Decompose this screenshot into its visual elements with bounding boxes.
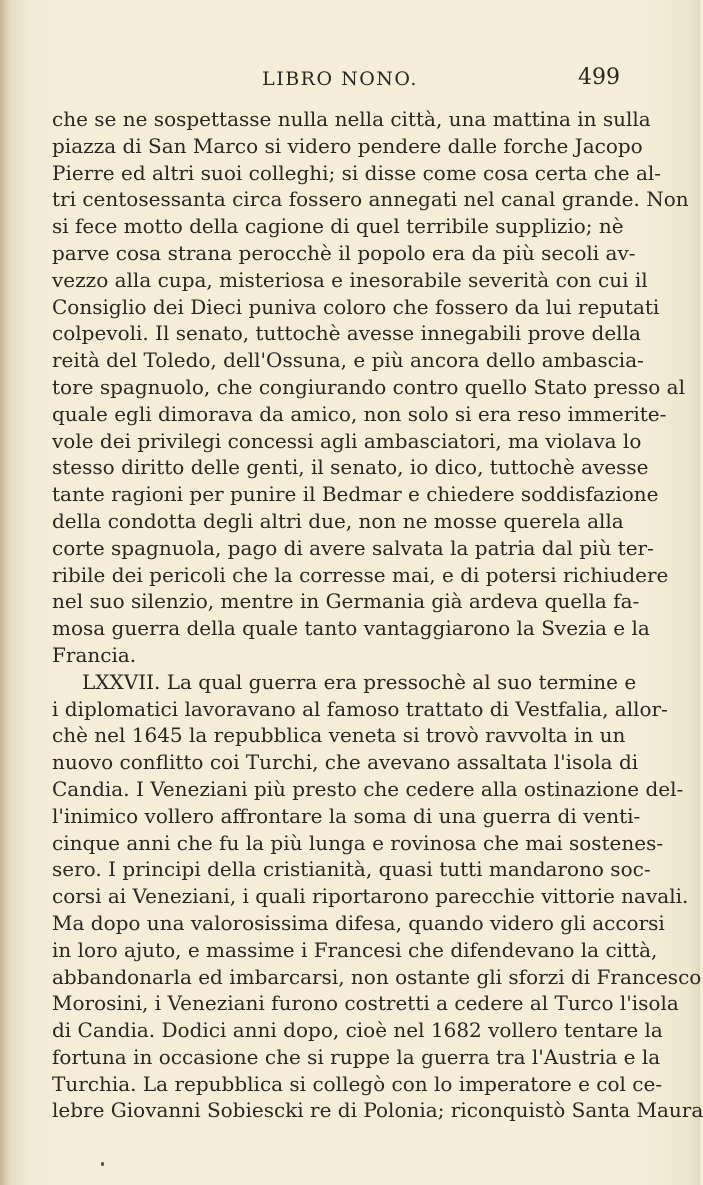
text-line: che se ne sospettasse nulla nella città, una mattina in sulla bbox=[52, 107, 651, 131]
text-line: Candia. I Veneziani più presto che cedere alla ostinazione del- bbox=[52, 776, 684, 801]
text-line: tore spagnuolo, che congiurando contro quello Stato presso al bbox=[52, 374, 685, 399]
text-line: corte spagnuola, pago di avere salvata la patria dal più ter- bbox=[52, 535, 654, 560]
body-text bbox=[52, 106, 703, 1124]
text-line: quale egli dimorava da amico, non solo si era reso immerite- bbox=[52, 401, 667, 426]
text-line: fortuna in occasione che si ruppe la guerra tra l'Austria e la bbox=[52, 1044, 661, 1069]
page-header bbox=[60, 60, 620, 96]
text-line: Consiglio dei Dieci puniva coloro che fossero da lui reputati bbox=[52, 294, 660, 319]
text-line: vezzo alla cupa, misteriosa e inesorabile severità con cui il bbox=[52, 267, 648, 292]
running-head: LIBRO NONO. bbox=[262, 68, 418, 90]
text-line: Turchia. La repubblica si collegò con lo imperatore e col ce- bbox=[52, 1071, 663, 1096]
text-line: chè nel 1645 la repubblica veneta si trovò ravvolta in un bbox=[52, 723, 626, 748]
page-number: 499 bbox=[578, 65, 620, 90]
text-line: abbandonarla ed imbarcarsi, non ostante gli sforzi di Francesco bbox=[52, 964, 702, 989]
text-line: corsi ai Veneziani, i quali riportarono parecchie vittorie navali. bbox=[52, 884, 689, 909]
text-line: mosa guerra della quale tanto vantaggiarono la Svezia e la bbox=[52, 616, 650, 641]
text-line: lebre Giovanni Sobiescki re di Polonia; riconquistò Santa Maura bbox=[52, 1098, 703, 1123]
text-line: l'inimico vollero affrontare la soma di una guerra di venti- bbox=[52, 803, 641, 828]
text-line: i diplomatici lavoravano al famoso trattato di Vestfalia, allor- bbox=[52, 696, 668, 721]
text-line: Ma dopo una valorosissima difesa, quando videro gli accorsi bbox=[52, 910, 665, 935]
text-line: ribile dei pericoli che la corresse mai, e di potersi richiudere bbox=[52, 562, 669, 587]
text-line: nel suo silenzio, mentre in Germania già ardeva quella fa- bbox=[52, 589, 640, 614]
text-line: reità del Toledo, dell'Ossuna, e più ancora dello ambascia- bbox=[52, 348, 644, 373]
text-line: tri centosessanta circa fossero annegati nel canal grande. Non bbox=[52, 187, 689, 212]
text-line: stesso diritto delle genti, il senato, io dico, tuttochè avesse bbox=[52, 455, 649, 480]
text-line: nuovo conflitto coi Turchi, che avevano assaltata l'isola di bbox=[52, 750, 639, 775]
text-line: Morosini, i Veneziani furono costretti a cedere al Turco l'isola bbox=[52, 991, 679, 1016]
text-line: cinque anni che fu la più lunga e rovinosa che mai sostenes- bbox=[52, 830, 664, 855]
text-line: in loro ajuto, e massime i Francesi che difendevano la città, bbox=[52, 937, 658, 962]
text-line: parve cosa strana perocchè il popolo era da più secoli av- bbox=[52, 240, 636, 265]
text-line: sero. I principi della cristianità, quasi tutti mandarono soc- bbox=[52, 857, 651, 882]
text-line: tante ragioni per punire il Bedmar e chiedere soddisfazione bbox=[52, 482, 659, 507]
text-line: colpevoli. Il senato, tuttochè avesse innegabili prove della bbox=[52, 321, 641, 346]
ink-speck bbox=[101, 1162, 104, 1166]
text-line-paragraph-end: Francia. bbox=[52, 642, 137, 667]
text-line: della condotta degli altri due, non ne mosse querela alla bbox=[52, 508, 624, 533]
text-line: si fece motto della cagione di quel terribile supplizio; nè bbox=[52, 214, 624, 239]
text-line: piazza di San Marco si videro pendere dalle forche Jacopo bbox=[52, 133, 643, 158]
text-line-section-start: LXXVII. La qual guerra era pressochè al suo termine e bbox=[82, 669, 637, 694]
text-line: Pierre ed altri suoi colleghi; si disse come cosa certa che al- bbox=[52, 160, 662, 185]
text-line: vole dei privilegi concessi agli ambasciatori, ma violava lo bbox=[52, 428, 642, 453]
text-line: di Candia. Dodici anni dopo, cioè nel 1682 vollero tentare la bbox=[52, 1018, 663, 1043]
